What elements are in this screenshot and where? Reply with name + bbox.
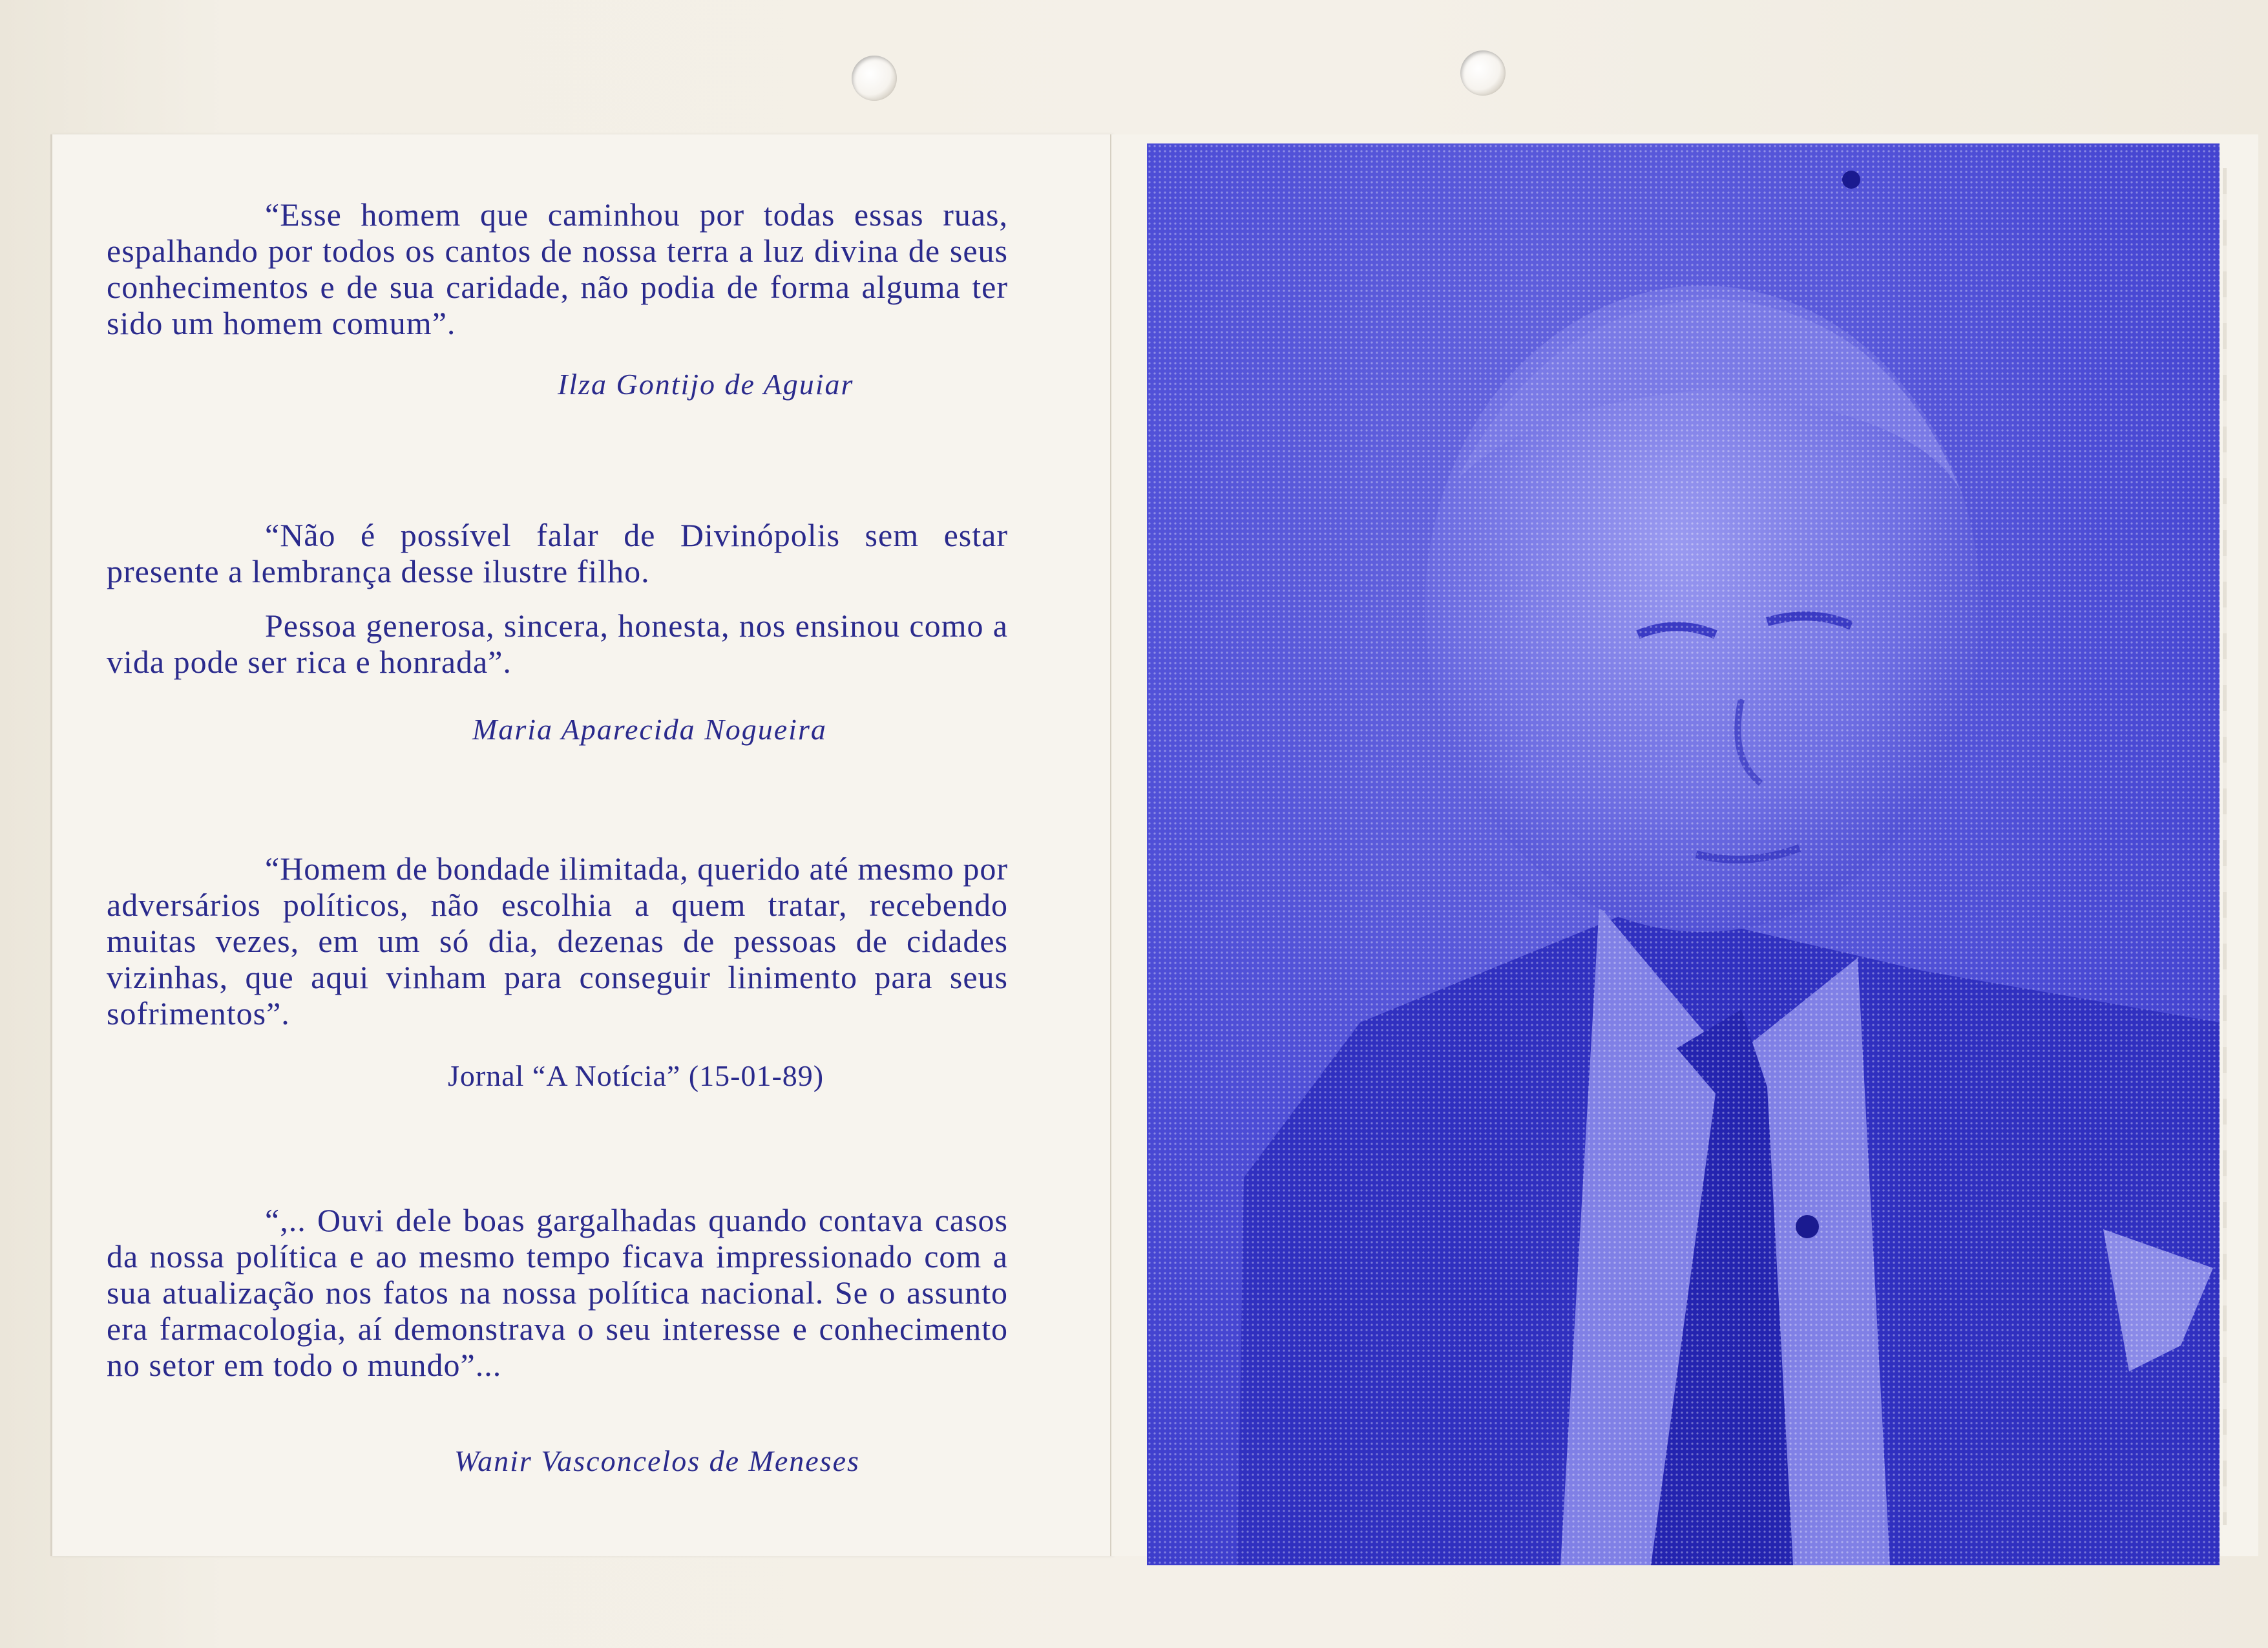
quote-2-text-2: Pessoa generosa, sincera, honesta, nos ensinou como a vida pode ser rica e honrada”. (107, 607, 1008, 680)
quote-1-text: “Esse homem que caminhou por todas essas ruas, espalhando por todos os cantos de nossa terra a luz divina de seus conhecimentos e de sua caridade, não podia de forma alguma ter sido um homem comum”. (107, 196, 1008, 341)
quote-1-author: Ilza Gontijo de Aguiar (558, 368, 854, 401)
quote-4 (107, 1202, 1008, 1383)
portrait-photo (1147, 143, 2220, 1565)
page-edge (2223, 168, 2227, 1525)
left-page (50, 134, 1112, 1556)
quote-2-text-1: “Não é possível falar de Divinópolis sem estar presente a lembrança desse ilustre filho. (107, 517, 1008, 589)
quote-4-text: “,.. Ouvi dele boas gargalhadas quando contava casos da nossa política e ao mesmo tempo ficava impressionado com a sua atualização nos fatos na nossa política nacional. Se o assunto era farmacologia, aí demonstrava o seu interesse e conhecimento no setor em todo o mundo”... (107, 1202, 1008, 1383)
quote-3-text: “Homem de bondade ilimitada, querido até mesmo por adversários políticos, não escolhia a quem tratar, recebendo muitas vezes, em um só dia, dezenas de pessoas de cidades vizinhas, que aqui vinham para conseguir linimento para seus sofrimentos”. (107, 850, 1008, 1031)
punch-hole-right (1460, 50, 1506, 96)
quote-1 (107, 196, 1008, 341)
quote-2-author: Maria Aparecida Nogueira (472, 713, 827, 746)
punch-hole-left (852, 56, 897, 101)
quote-2 (107, 517, 1008, 680)
quote-3-source: Jornal “A Notícia” (15-01-89) (448, 1059, 824, 1092)
quote-3 (107, 850, 1008, 1031)
portrait-illustration (1147, 143, 2220, 1565)
quote-4-author: Wanir Vasconcelos de Meneses (454, 1444, 860, 1477)
